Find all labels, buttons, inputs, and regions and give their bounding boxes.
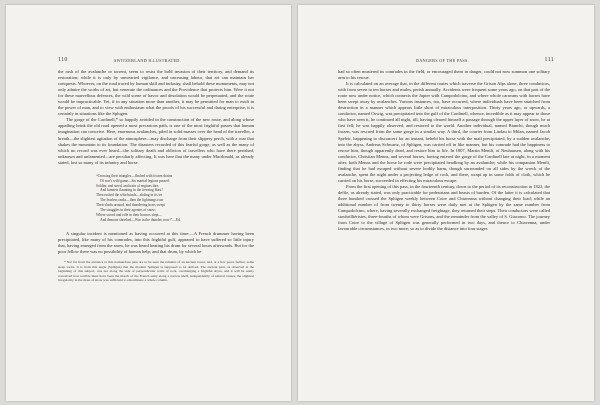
- right-paragraph-2: It is calculated on an average that, in the different routes which traverse the Grison Alps alone, three conductors, with from seven to ten horses and mules, perish annually. Accidents were frequent some years ago, on that part of the route now under notice, which connects the Jupier with Campodolcino, and where whole caravans with horses have been swept away by avalanches. Various instances, too, have occurred, where individuals have been snatched from destruction in a manner which appears little short of miraculous interposition. Thirty years ago, or upwards, a conductor, named Oswig, was precipitated into the gulf of the Cardinell, whence, incredible as it may appear to those who have seen it, he continued all night, till, having cleared himself a passage through the upper layer of snow, he at first fell; he was happily observed, and restored to the world. Another individual, named Bianchi, though much frozen, was rescued from the same gorge in a similar way. A third, the courier from Lindau to Milan, named Jacob Speleir, happening to disconcert for an instant, beheld his horse with the mail precipitated, by a sudden avalanche, into the abyss. Andreas Schwartz, of Splügen, was carried off in like manner, but his comrade had the happiness to rescue him, though apparently dead, and restore him to life. In 1807, Martin Menili, of Neuhausen, along with his conductor, Christian Menns, and several horses, having entered the gorge of the Cardinell late at night, in a moment after, both Menns and the horse he rode were precipitated headlong by an avalanche; while his companion Menili, finding that he had escaped without severe bodily harm, though surrounded on all sides by the wreck of the avalanche, spent the night under a projecting ledge of rock, and there, wrapt up in some folds of cloth, which he carried on his horse, succeeded in effecting his miraculous escape.: [338, 81, 550, 183]
- left-page-header: [6, 57, 291, 67]
- right-page-header: [298, 57, 594, 67]
- left-page-number: 110: [58, 57, 68, 63]
- poem-line: Their shafts around, and thundering hosts swept: [96, 203, 165, 208]
- left-running-title: SWITZERLAND ILLUSTRATED.: [114, 58, 181, 63]
- left-page-body: [58, 69, 254, 283]
- poem-line: Of war's wild game—his martial legions passed:: [100, 178, 170, 183]
- left-paragraph-2: The gorge of the Cardinell,* so happily avoided in the construction of the new route, and along whose appalling brink the old road opened a most precarious path, is one of the most frightful passes that human imagination can conceive. Here, enormous avalanches, piled in solid masses over the head of the traveller, a breath—the slightest agitation of the atmosphere—may discharge from their slippery perch, with a roar that shakes the mountain to its foundation. The disasters recorded of this fearful gorge, as well as the many of which no record was ever heard—the solitary death and oblivion of travellers who have there perished, unknown and unlamented—are peculiarly affecting. It was here that the many under Macdonald, as already stated, lost so many of its infantry and horse.: [58, 117, 254, 165]
- right-paragraph-3: From the first opening of this pass, in the fourteenth century, down to the period of its reconstruction in 1822, the defile, as already stated, was only practicable for pedestrians and beasts of burden. Of the latter it is calculated that three hundred crossed the Splügen weekly between Coire and Chiavenna without changing their load; while an additional number of from twenty to thirty horses were daily met at the Splügen by the same number from Campodolcino, where, having severally exchanged freightage, they returned their steps. Their conductors were called stoubrilliéristes, three-fourths of whom were Grisons, and the remainder from the valley of S. Giacomo. The journey from Coire to the village of Splügen was generally performed in two days, and thence to Chiavenna, under favourable circumstances, in two more; so as to divide the distance into four stages: [338, 183, 550, 232]
- right-paragraph-1: had so often mustered its comrades in the field, or encouraged them in danger, could not now summon one solitary arm to his rescue.: [338, 69, 550, 81]
- poem-quotation: [96, 174, 216, 223]
- right-page: [298, 5, 594, 401]
- left-footnote: * Not far from the entrance to this tremendous pass are to be seen the remains of an ancient tower, and, at a few paces farther, some steep rocks. It is from this angle (Splügen) that the modern Splügen is supposed to be derived. The ancient pass, as observed at the beginning of this subject, was not along the side of perpendicular walls of rock, overhanging a frightful abyss, and it will be easily conceived how terrible must have been the march of the French army along a narrow shelf, independently of natural causes, the slightest irregularity in the mass of snow was sufficient to exterminate a whole column.: [58, 260, 254, 283]
- poem-line: And bonnets flaunting in the freezing blast!: [100, 188, 163, 193]
- poem-line: The fearless ranks—then the lightnings roar: [100, 198, 164, 203]
- poem-line: Then rushed the whirlwinds—sliding in its ire: [96, 193, 163, 198]
- left-page: [6, 5, 291, 401]
- left-paragraph-3: A singular incident is mentioned as having occurred at this time:—A French drummer having been precipitated, like many of his comrades, into this frightful gulf, appeared to have suffered so little injury that, having emerged from the snow, he was heard beating his drum for several hours afterwards. But for the poor fellow there was no possibility of human help; and that drum, by which he: [58, 230, 254, 254]
- right-page-body: [338, 69, 550, 232]
- right-running-title: DANGERS OF THE PASS.: [416, 58, 470, 63]
- poem-line: “Crossing their triangles—flashed with frozen drains: [96, 173, 173, 178]
- left-paragraph-1: the rush of the avalanche or torrent, seem to resist the bold invasion of their territory, and demand its restoration; while it is only by unwearied vigilance, and unceasing labour, that art can maintain her conquests. Whoever, on the road traced by human skill and industry, shall behold these monuments, may not only admire the works of art, but venerate the ordinances and the Providence that protects him. Were it not for these marvellous defences, the wild scene of havoc and desolation would be perpetuated, and the route would be impracticable. Yet, if in any situation more than another, it may be permitted for man to exult in the power of man, and to view with enthusiasm what the proofs of his successful and daring enterprise, it is certainly in situations like the Splugen.: [58, 69, 254, 117]
- poem-line: Soldier, and steed, and train of engines dire,: [96, 183, 160, 188]
- poem-line: Where sword and rifle in their horrors slept—: [96, 213, 162, 217]
- poem-line: The struggles in their agonies of snow;: [100, 208, 156, 213]
- right-page-number: 111: [544, 57, 554, 63]
- poem-line: And demons shrieked—War in the thunder, now!”—Ed.: [100, 217, 181, 222]
